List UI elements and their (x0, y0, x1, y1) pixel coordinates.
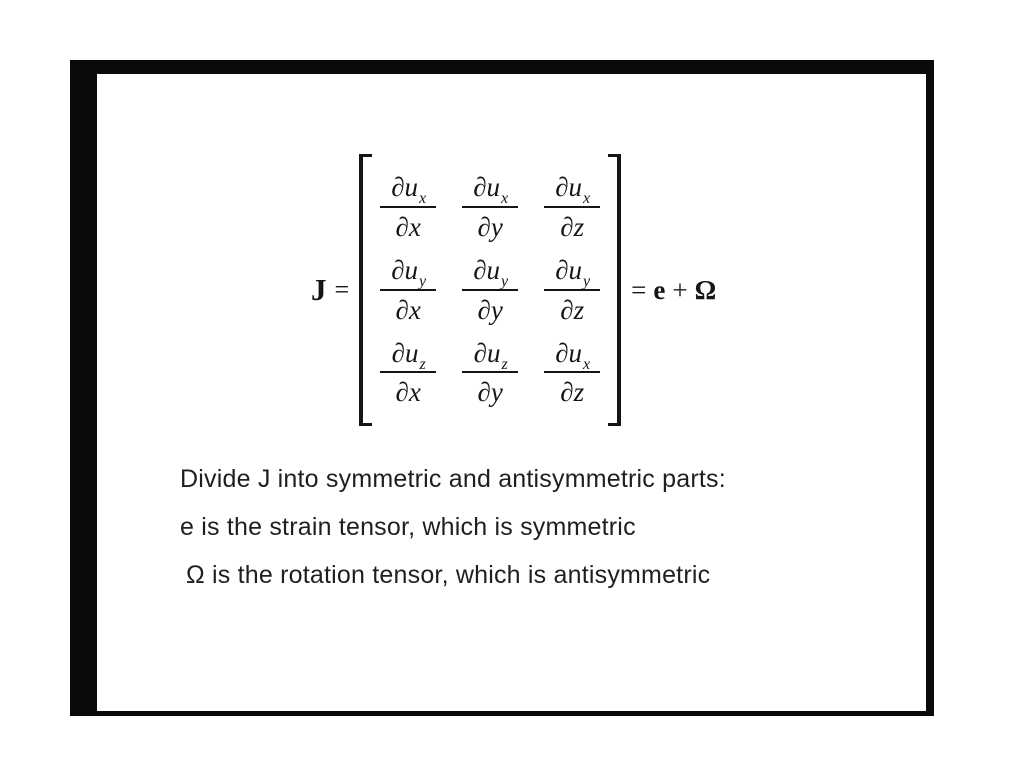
slide-content (97, 74, 926, 711)
fraction-denominator: ∂x (395, 294, 421, 325)
slide-frame (70, 60, 934, 716)
fraction-denominator: ∂z (560, 211, 585, 242)
right-bracket (608, 154, 621, 426)
j-symbol: J (311, 272, 327, 307)
fraction-numerator: $\partial u_z$ (391, 337, 426, 373)
jacobian-equation (311, 154, 716, 426)
fraction-denominator: ∂y (477, 294, 503, 325)
fraction-bar (544, 206, 600, 208)
matrix-cell (462, 254, 518, 326)
fraction-numerator: $\partial u_y$ (473, 255, 509, 291)
text-line-divide: Divide J into symmetric and antisymmetric parts: (180, 465, 726, 493)
fraction-denominator: ∂x (395, 211, 421, 242)
fraction-denominator: ∂x (395, 377, 421, 408)
fraction-numerator: $\partial u_x$ (473, 172, 509, 208)
fraction-bar (380, 289, 436, 291)
equation-lhs (311, 272, 349, 308)
fraction-bar (544, 371, 600, 373)
equals-sign: = (334, 275, 350, 304)
jacobian-matrix (380, 171, 600, 408)
fraction-bar (462, 289, 518, 291)
fraction-numerator: $\partial u_y$ (555, 255, 591, 291)
explanation-text (180, 466, 726, 610)
equation-rhs (631, 275, 716, 306)
text-line-rotation: Ω is the rotation tensor, which is antisymmetric (186, 561, 711, 589)
matrix-cell (544, 337, 600, 409)
rotation-tensor-symbol: Ω (694, 274, 717, 305)
fraction-numerator: $\partial u_x$ (555, 337, 591, 373)
fraction-bar (544, 289, 600, 291)
matrix-cell (544, 171, 600, 243)
fraction-bar (380, 206, 436, 208)
fraction-denominator: ∂y (477, 377, 503, 408)
matrix-cell (462, 337, 518, 409)
fraction-denominator: ∂z (560, 377, 585, 408)
matrix-cell (462, 171, 518, 243)
plus-sign: + (672, 274, 688, 305)
matrix-cell (380, 254, 436, 326)
fraction-bar (380, 371, 436, 373)
matrix-cell (380, 171, 436, 243)
text-line-strain: e is the strain tensor, which is symmetric (180, 513, 636, 541)
strain-tensor-symbol: e (653, 274, 666, 305)
fraction-denominator: ∂z (560, 294, 585, 325)
fraction-numerator: $\partial u_z$ (473, 337, 508, 373)
fraction-numerator: $\partial u_y$ (391, 255, 427, 291)
rhs-equals-sign: = (631, 274, 647, 305)
fraction-numerator: $\partial u_x$ (555, 172, 591, 208)
fraction-bar (462, 206, 518, 208)
matrix-cell (380, 337, 436, 409)
left-bracket (359, 154, 372, 426)
fraction-denominator: ∂y (477, 211, 503, 242)
matrix-cell (544, 254, 600, 326)
fraction-numerator: $\partial u_x$ (391, 172, 427, 208)
fraction-bar (462, 371, 518, 373)
